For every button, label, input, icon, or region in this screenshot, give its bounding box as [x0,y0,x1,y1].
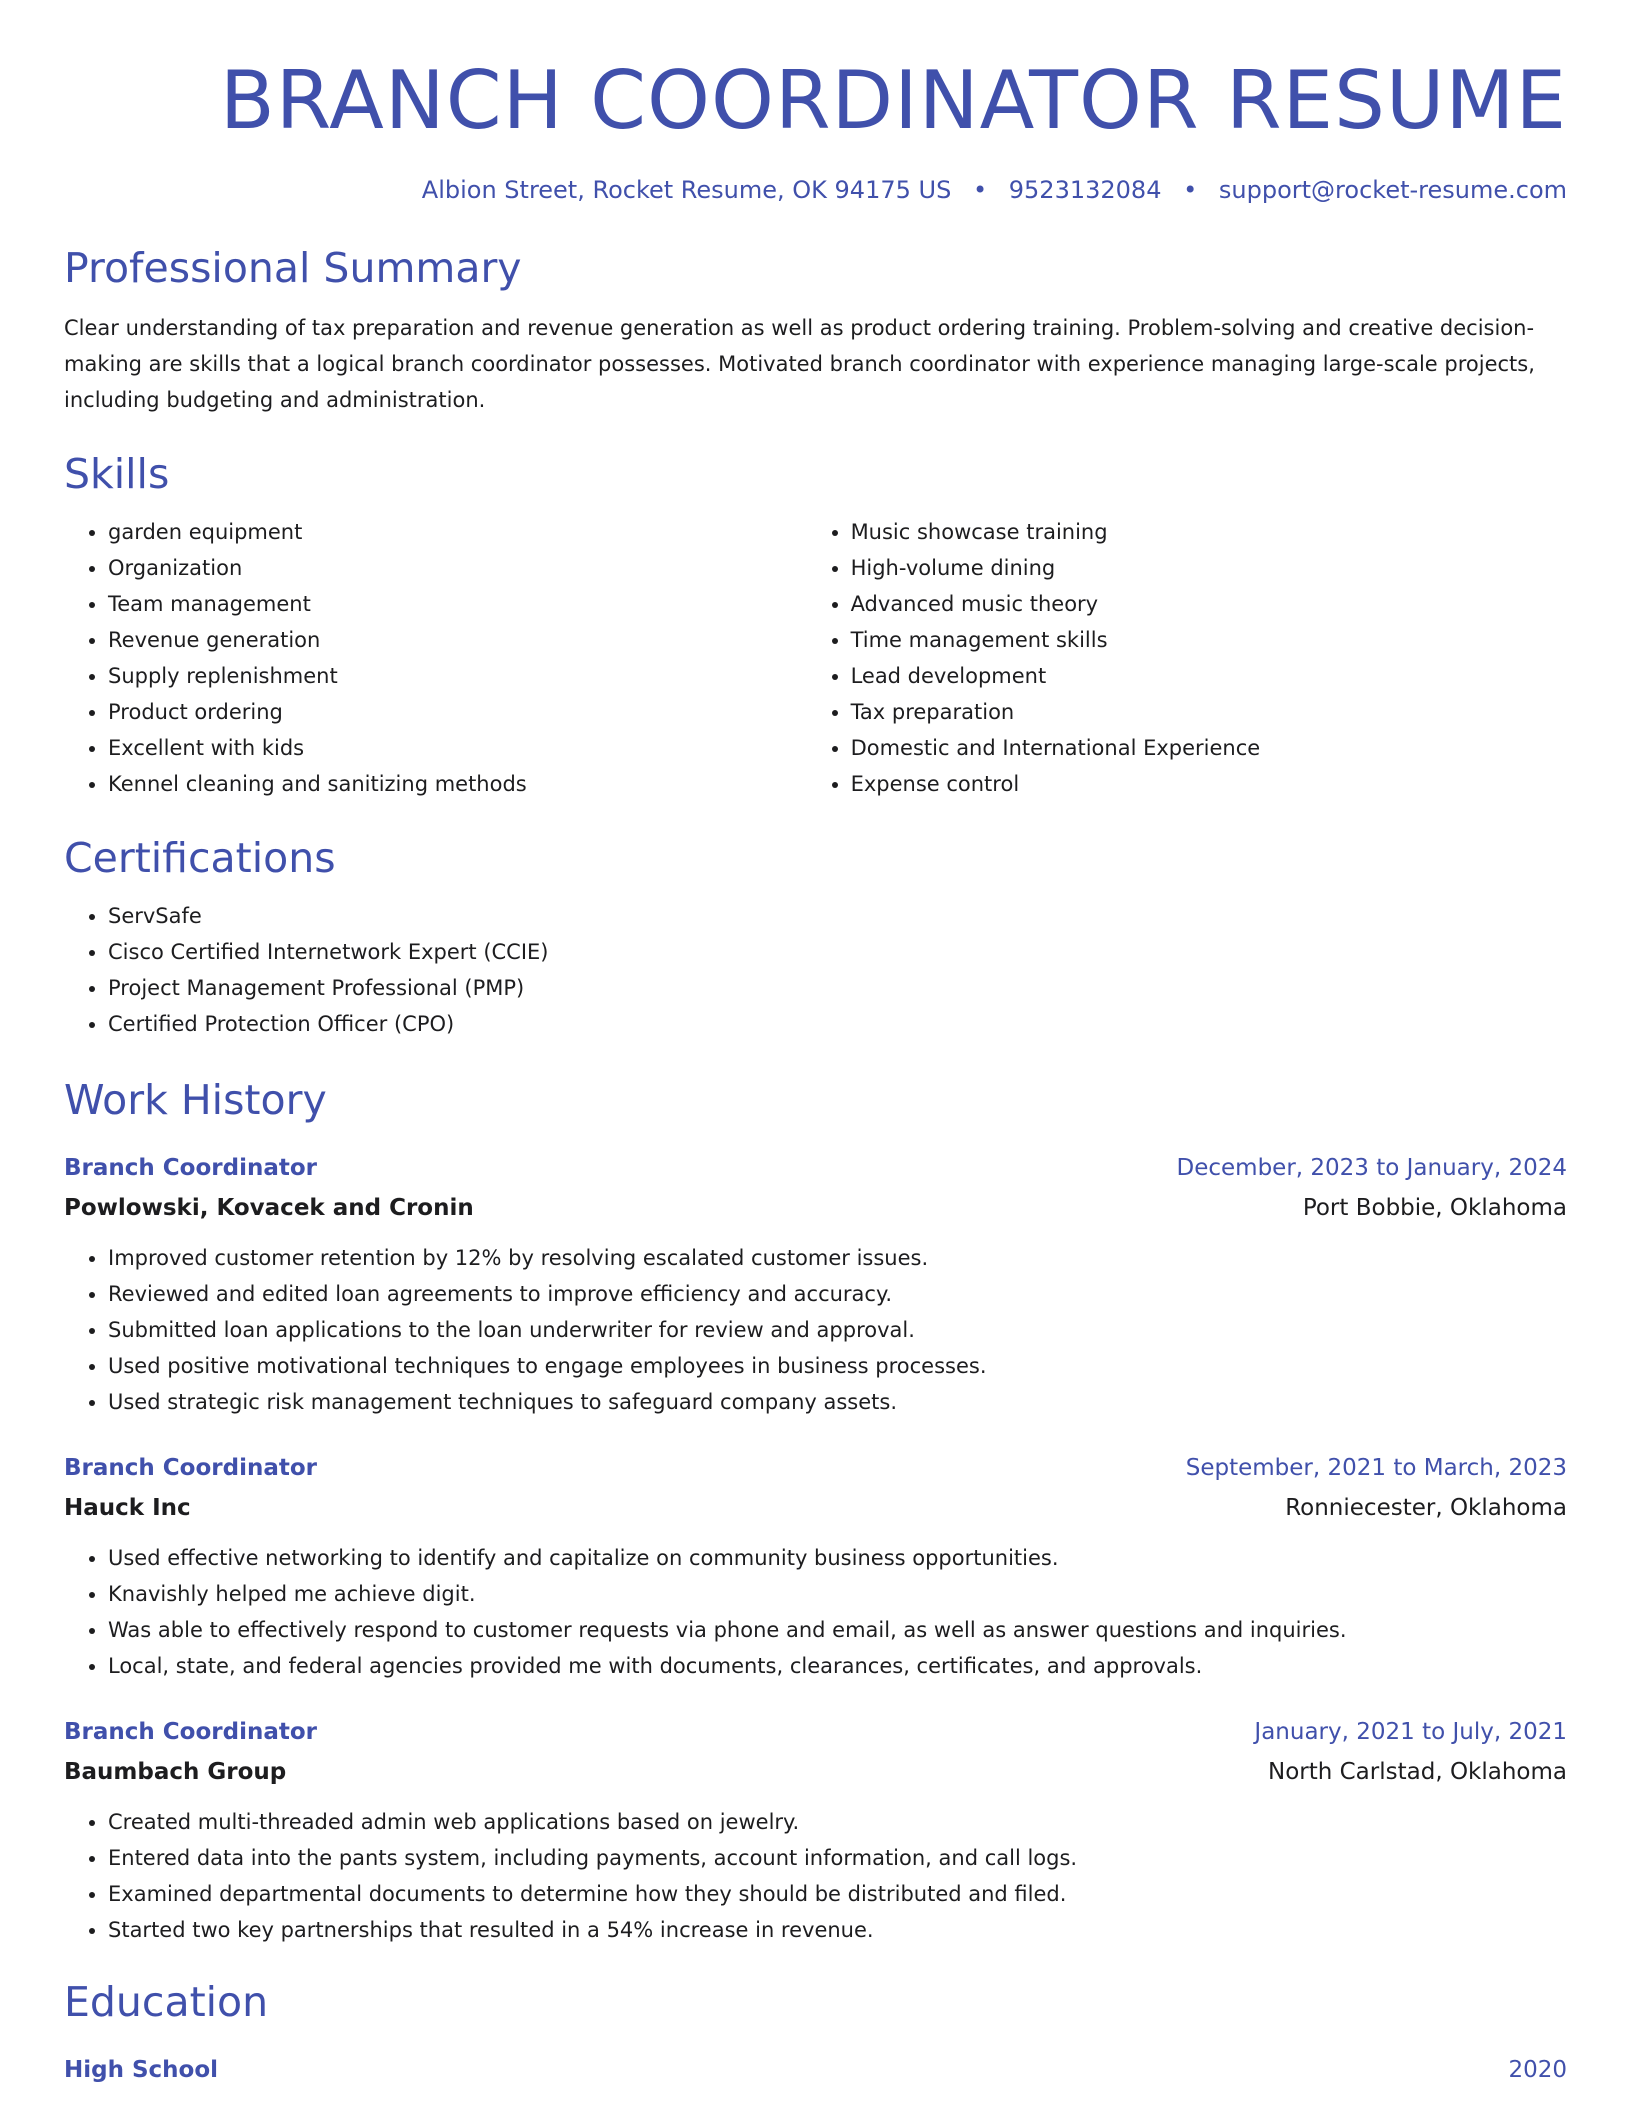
job-bullet: • Used positive motivational techniques to engage employees in business processes. [108,1348,1567,1384]
job-bullets [64,1240,1567,1420]
resume-page [64,0,1567,2090]
job-company-row [64,1188,1567,1228]
job-bullet: • Created multi-threaded admin web applications based on jewelry. [108,1804,1567,1840]
skill-item: • Organization [108,550,807,586]
job-company: Powlowski, Kovacek and Cronin [64,1195,474,1221]
job-company: Baumbach Group [64,1759,287,1785]
skills-grid [64,514,1567,802]
job-title: Branch Coordinator [64,1455,317,1481]
job-bullet: • Local, state, and federal agencies provided me with documents, clearances, certificates, and approvals. [108,1648,1567,1684]
skill-item: • Advanced music theory [851,586,1567,622]
skill-item: • Tax preparation [851,694,1567,730]
job-entry [64,1712,1567,1948]
skill-item: • Supply replenishment [108,658,807,694]
job-bullet: • Improved customer retention by 12% by resolving escalated customer issues. [108,1240,1567,1276]
summary-text: Clear understanding of tax preparation and revenue generation as well as product ordering training. Problem-solving and creative decision-making are skills that a logical branch coordinator possesses. Motivated branch coordinator with experience managing large-scale projects, including budgeting and administration. [64,316,1535,412]
skills-list-right [807,514,1567,802]
skills-list-left [64,514,807,802]
certification-item: • Project Management Professional (PMP) [108,970,1567,1006]
job-bullet: • Submitted loan applications to the loan underwriter for review and approval. [108,1312,1567,1348]
contact-separator: • [972,176,988,204]
resume-title: BRANCH COORDINATOR RESUME [219,54,1567,147]
certification-item: • ServSafe [108,898,1567,934]
job-company-row [64,1752,1567,1792]
job-bullet: • Used effective networking to identify and capitalize on community business opportunities. [108,1540,1567,1576]
job-bullet: • Used strategic risk management techniques to safeguard company assets. [108,1384,1567,1420]
skill-item: • Revenue generation [108,622,807,658]
certifications-list [64,898,1567,1042]
certifications-heading: Certifications [64,834,336,882]
contact-email: support@rocket-resume.com [1218,176,1567,204]
education-school: High School [64,2057,219,2083]
job-company-row [64,1488,1567,1528]
skill-item: • Expense control [851,766,1567,802]
job-entry [64,1448,1567,1684]
skill-item: • Team management [108,586,807,622]
job-header-row [64,1448,1567,1488]
skill-item: • Product ordering [108,694,807,730]
contact-address: Albion Street, Rocket Resume, OK 94175 US [421,176,952,204]
skill-item: • Kennel cleaning and sanitizing methods [108,766,807,802]
work-history-list [64,1148,1567,1948]
job-dates: January, 2021 to July, 2021 [1254,1719,1567,1745]
work-history-heading: Work History [64,1076,327,1124]
job-entry [64,1148,1567,1420]
skills-heading: Skills [64,450,170,498]
summary-heading: Professional Summary [64,244,522,292]
education-entry [64,2050,1567,2090]
job-bullet: • Was able to effectively respond to customer requests via phone and email, as well as answer questions and inquiries. [108,1612,1567,1648]
job-bullets [64,1540,1567,1684]
education-year: 2020 [1508,2057,1567,2083]
job-bullet: • Knavishly helped me achieve digit. [108,1576,1567,1612]
contact-separator: • [1183,176,1198,204]
contact-phone: 9523132084 [1008,176,1162,204]
job-company: Hauck Inc [64,1495,191,1521]
job-bullets [64,1804,1567,1948]
job-header-row [64,1712,1567,1752]
job-header-row [64,1148,1567,1188]
certification-item: • Cisco Certified Internetwork Expert (CCIE) [108,934,1567,970]
job-location: Port Bobbie, Oklahoma [1302,1195,1567,1221]
skill-item: • High-volume dining [851,550,1567,586]
job-bullet: • Entered data into the pants system, including payments, account information, and call logs. [108,1840,1567,1876]
job-title: Branch Coordinator [64,1719,317,1745]
job-location: Ronniecester, Oklahoma [1285,1495,1567,1521]
skill-item: • Lead development [851,658,1567,694]
job-location: North Carlstad, Oklahoma [1267,1759,1567,1785]
job-bullet: • Started two key partnerships that resulted in a 54% increase in revenue. [108,1912,1567,1948]
skill-item: • Time management skills [851,622,1567,658]
job-bullet: • Reviewed and edited loan agreements to improve efficiency and accuracy. [108,1276,1567,1312]
skill-item: • Music showcase training [851,514,1567,550]
job-title: Branch Coordinator [64,1155,317,1181]
certification-item: • Certified Protection Officer (CPO) [108,1006,1567,1042]
job-bullet: • Examined departmental documents to determine how they should be distributed and filed. [108,1876,1567,1912]
education-heading: Education [64,1978,269,2026]
job-dates: September, 2021 to March, 2023 [1185,1455,1567,1481]
skill-item: • Excellent with kids [108,730,807,766]
skill-item: • garden equipment [108,514,807,550]
job-dates: December, 2023 to January, 2024 [1176,1155,1567,1181]
skill-item: • Domestic and International Experience [851,730,1567,766]
contact-line [64,174,1567,206]
